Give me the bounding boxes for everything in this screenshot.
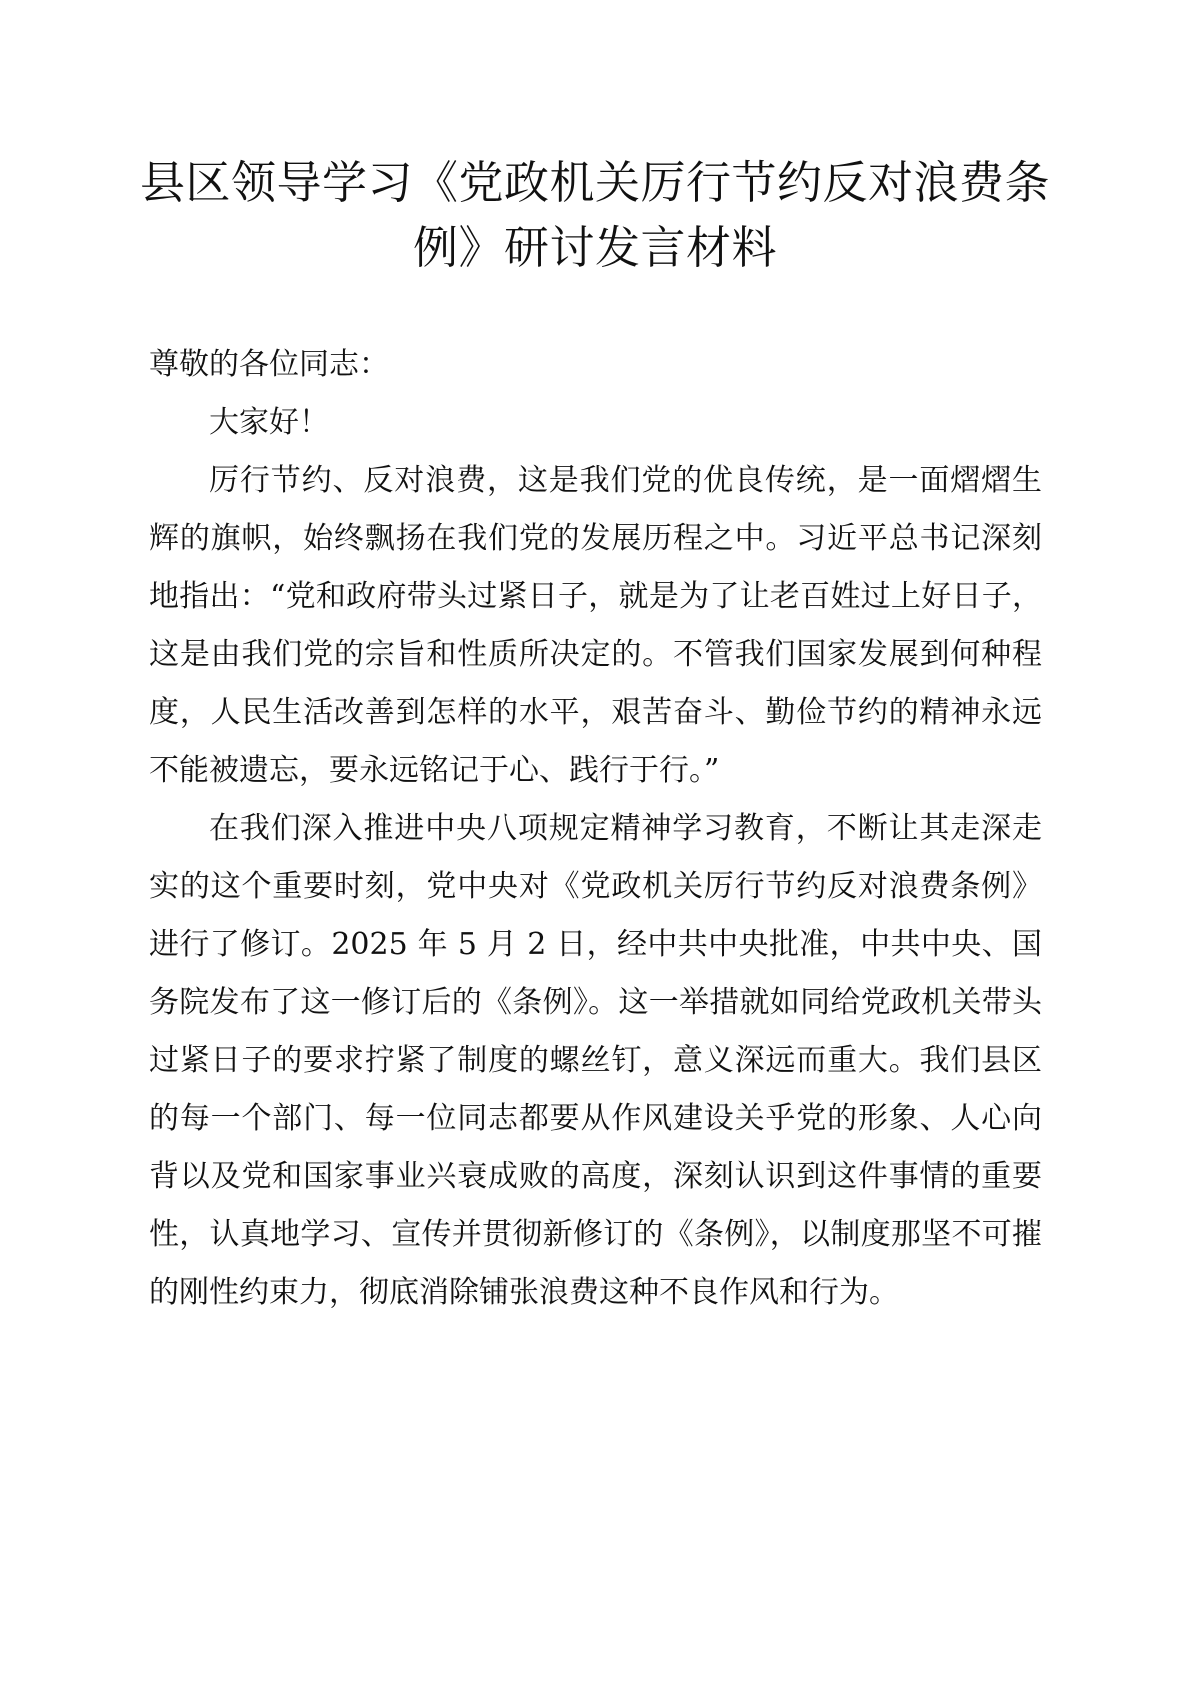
salutation: 尊敬的各位同志： xyxy=(149,347,389,382)
paragraph-tradition: 厉行节约、反对浪费，这是我们党的优良传统，是一面熠熠生辉的旗帜，始终飘扬在我们党的发展历程之中。习近平总书记深刻地指出：“党和政府带头过紧日子，就是为了让老百姓过上好日子，这是由我们党的宗旨和性质所决定的。不管我们国家发展到何种程度，人民生活改善到怎样的水平，艰苦奋斗、勤俭节约的精神永远不能被遗忘，要永远铭记于心、践行于行。” xyxy=(149,463,1042,788)
paragraph-greeting: 大家好！ xyxy=(209,405,329,440)
document-title: 县区领导学习《党政机关厉行节约反对浪费条例》研讨发言材料 xyxy=(139,156,1050,274)
document-body xyxy=(149,336,1042,1322)
paragraph-regulation: 在我们深入推进中央八项规定精神学习教育，不断让其走深走实的这个重要时刻，党中央对《党政机关厉行节约反对浪费条例》进行了修订。2025 年 5 月 2 日，经中共中央批准，中共中央、国务院发布了这一修订后的《条例》。这一举措就如同给党政机关带头过紧日子的要求拧紧了制度的螺丝钉，意义深远而重大。我们县区的每一个部门、每一位同志都要从作风建设关乎党的形象、人心向背以及党和国家事业兴衰成败的高度，深刻认识到这件事情的重要性，认真地学习、宣传并贯彻新修订的《条例》，以制度那坚不可摧的刚性约束力，彻底消除铺张浪费这种不良作风和行为。 xyxy=(149,811,1042,1310)
